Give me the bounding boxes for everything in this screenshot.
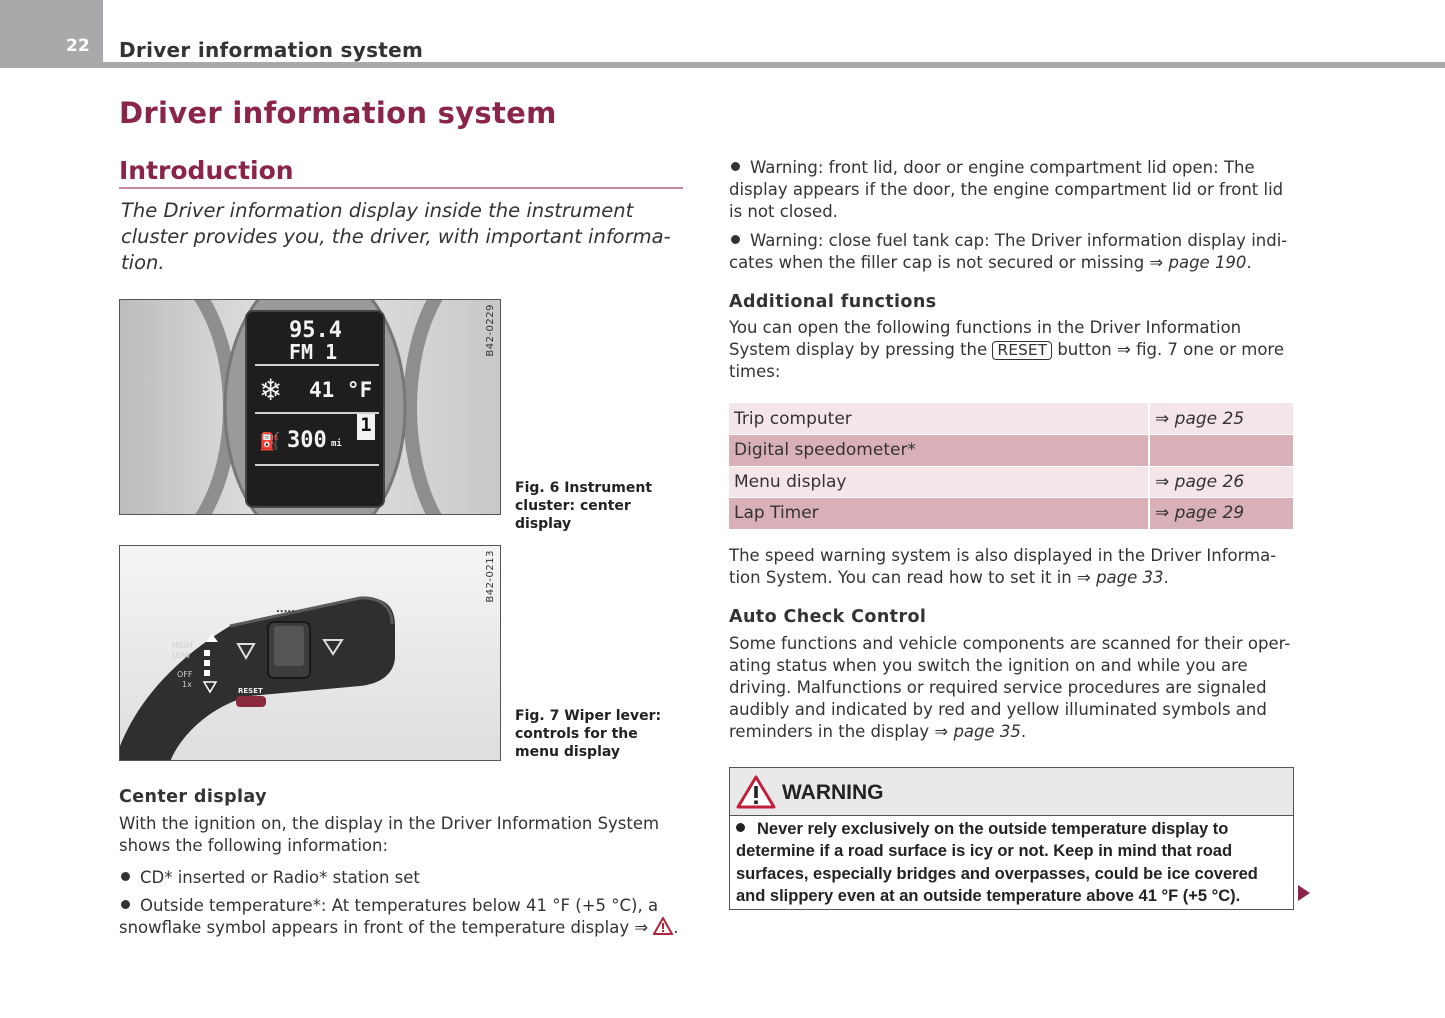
wiper-label-dots: .....	[276, 604, 295, 615]
list-item: Outside temperature*: At temperatures below 41 °F (+5 °C), a snowflake symbol appears in front of the temperature display ⇒ .	[119, 896, 679, 937]
running-title: Driver information system	[119, 38, 424, 62]
list-item: CD* inserted or Radio* station set	[121, 867, 687, 889]
reset-key: RESET	[992, 341, 1052, 360]
wiper-label-once: 1x	[182, 680, 192, 689]
page-title: Driver information system	[119, 96, 557, 130]
bullet-dot	[731, 162, 740, 171]
intro-lead: The Driver information display inside the instrument cluster provides you, the driver, with important informa-tion.	[121, 199, 671, 274]
page-reference-link[interactable]: page 33	[1096, 568, 1164, 587]
range-value: 300	[287, 428, 327, 453]
outside-temperature: 41 °F	[309, 378, 373, 402]
figure-7-caption: Fig. 7 Wiper lever: controls for the menu display	[515, 708, 662, 760]
figure-code: B42-0229	[485, 304, 496, 357]
wiper-label-off: OFF	[177, 670, 193, 679]
section-title-introduction: Introduction	[119, 156, 294, 185]
auto-check-text: Some functions and vehicle components are scanned for their oper-ating status when you switch the ignition on and while you are driving. Malfunctions or required service procedures are signaled audibly and indicated by red and yellow illuminated symbols and reminders in the display ⇒ page 35.	[729, 634, 1291, 741]
radio-frequency: 95.4	[289, 318, 342, 343]
functions-table	[729, 403, 1293, 530]
list-item: Warning: front lid, door or engine compartment lid open: The display appears if the door, the engine compartment lid or front lid is not closed.	[729, 158, 1284, 221]
warning-triangle-icon	[653, 917, 673, 935]
center-display-text: With the ignition on, the display in the Driver Information System shows the following information:	[119, 814, 660, 855]
page-reference-link[interactable]: ⇒ page 25	[1149, 403, 1293, 435]
warning-text: Never rely exclusively on the outside temperature display to determine if a road surface is icy or not. Keep in mind that road surfaces, especially bridges and overpasses, could be ice covered and slippery even at an outside temperature above 41 °F (+5 °C).	[736, 820, 1258, 905]
lcd-divider	[255, 364, 379, 366]
warning-triangle-icon	[736, 775, 776, 809]
table-row: Trip computer ⇒ page 25	[729, 403, 1293, 435]
page-reference-link[interactable]: page 35	[953, 722, 1021, 741]
page-reference-link[interactable]: ⇒ page 29	[1149, 498, 1293, 530]
heading-auto-check-control: Auto Check Control	[729, 607, 927, 627]
fuel-pump-icon: ⛽	[259, 432, 281, 452]
bullet-dot	[731, 235, 740, 244]
lcd-divider	[255, 464, 379, 466]
warning-header	[730, 768, 1293, 816]
bullet-dot	[121, 872, 130, 881]
list-item: Warning: close fuel tank cap: The Driver information display indi-cates when the filler cap is not secured or missing ⇒ page 190.	[729, 231, 1288, 272]
warning-box	[729, 767, 1294, 910]
bullet-dot	[121, 900, 130, 909]
snowflake-icon: ❄	[261, 370, 281, 408]
menu-index-badge: 1	[357, 414, 375, 440]
wiper-label-reset: RESET	[238, 687, 263, 695]
radio-band: FM 1	[289, 340, 338, 364]
page-number: 22	[66, 36, 90, 56]
page-reference-link[interactable]: ⇒ page 26	[1149, 466, 1293, 498]
header-rule	[103, 62, 1445, 68]
section-rule	[119, 187, 683, 189]
wiper-label-low: LOW	[172, 651, 191, 660]
speed-warning-text: The speed warning system is also displayed in the Driver Informa-tion System. You can read how to set it in ⇒ page 33.	[729, 546, 1277, 587]
table-row: Lap Timer ⇒ page 29	[729, 498, 1293, 530]
figure-code: B42-0213	[485, 550, 496, 603]
heading-additional-functions: Additional functions	[729, 292, 937, 312]
heading-center-display: Center display	[119, 787, 267, 807]
wiper-label-high: HIGH	[172, 641, 193, 650]
figure-wiper-lever	[119, 545, 501, 761]
page-reference-link[interactable]: page 190	[1168, 253, 1247, 272]
center-display-lcd	[245, 310, 385, 508]
table-row: Menu display ⇒ page 26	[729, 466, 1293, 498]
range-unit: mi	[331, 439, 342, 449]
table-row: Digital speedometer*	[729, 435, 1293, 467]
figure-6-caption: Fig. 6 Instrument cluster: center display	[515, 480, 653, 532]
additional-functions-text: You can open the following functions in the Driver Information System display by pressing the RESET button ⇒ fig. 7 one or more times:	[729, 318, 1284, 381]
page-number-box	[0, 0, 103, 68]
warning-title: WARNING	[782, 781, 884, 804]
bullet-dot	[736, 823, 745, 832]
continue-arrow-icon	[1298, 885, 1310, 901]
figure-instrument-cluster	[119, 299, 501, 515]
